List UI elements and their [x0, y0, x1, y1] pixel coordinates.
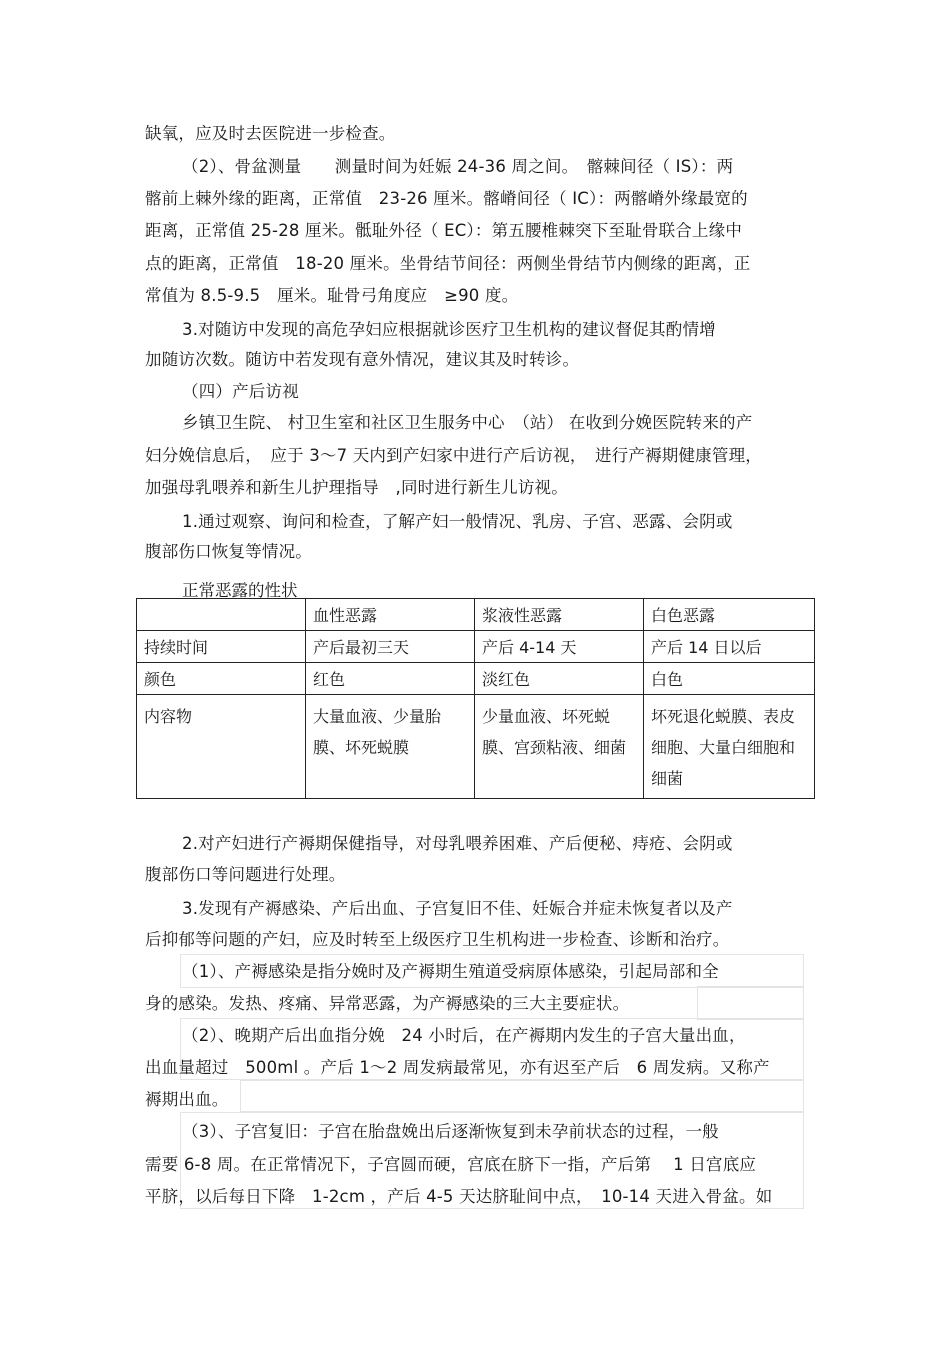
table-row [137, 663, 815, 695]
table-cell: 大量血液、少量胎膜、坏死蜕膜 [306, 695, 475, 799]
text-line: 加强母乳喂养和新生儿护理指导 ,同时进行新生儿访视。 [145, 478, 568, 497]
table-row [137, 631, 815, 663]
text-line: 后抑郁等问题的产妇，应及时转至上级医疗卫生机构进一步检查、诊断和治疗。 [145, 930, 730, 949]
text-line: （2）、晚期产后出血指分娩 24 小时后，在产褥期内发生的子宫大量出血， [182, 1026, 746, 1045]
table-cell: 白色 [644, 663, 815, 695]
text-line: 3.发现有产褥感染、产后出血、子宫复旧不佳、妊娠合并症未恢复者以及产 [182, 899, 733, 918]
section-heading: （四）产后访视 [182, 382, 299, 401]
table-header-cell [137, 599, 306, 631]
table-cell: 产后 14 日以后 [644, 631, 815, 663]
text-line: 腹部伤口恢复等情况。 [145, 542, 312, 561]
text-line: 平脐，以后每日下降 1-2cm ，产后 4-5 天达脐耻间中点， 10-14 天进入骨盆。如 [145, 1187, 773, 1206]
table-cell: 持续时间 [137, 631, 306, 663]
table-cell: 内容物 [137, 695, 306, 799]
table-cell: 产后最初三天 [306, 631, 475, 663]
text-line: （3）、子宫复旧：子宫在胎盘娩出后逐渐恢复到未孕前状态的过程，一般 [182, 1122, 719, 1141]
table-header-cell: 浆液性恶露 [475, 599, 644, 631]
text-line: 乡镇卫生院、 村卫生室和社区卫生服务中心 （站） 在收到分娩医院转来的产 [182, 413, 753, 432]
text-line: 2.对产妇进行产褥期保健指导，对母乳喂养困难、产后便秘、痔疮、会阴或 [182, 834, 733, 853]
table-cell: 少量血液、坏死蜕膜、宫颈粘液、细菌 [475, 695, 644, 799]
text-line: 腹部伤口等问题进行处理。 [145, 865, 346, 884]
text-line: 妇分娩信息后， 应于 3～7 天内到产妇家中进行产后访视， 进行产褥期健康管理， [145, 446, 762, 465]
text-line: 褥期出血。 [145, 1090, 229, 1109]
text-line: （2）、骨盆测量 测量时间为妊娠 24-36 周之间。 髂棘间径（ IS）：两 [182, 157, 734, 176]
scan-box-mark [240, 1080, 804, 1112]
scan-box-mark [697, 986, 804, 1020]
table-cell: 红色 [306, 663, 475, 695]
text-line: 身的感染。发热、疼痛、异常恶露，为产褥感染的三大主要症状。 [145, 994, 630, 1013]
table-title: 正常恶露的性状 [182, 581, 298, 600]
table-row [137, 695, 815, 799]
text-line: 点的距离，正常值 18-20 厘米。坐骨结节间径：两侧坐骨结节内侧缘的距离，正 [145, 254, 751, 273]
text-line: 常值为 8.5-9.5 厘米。耻骨弓角度应 ≥90 度。 [145, 286, 519, 305]
text-line: 出血量超过 500ml 。产后 1～2 周发病最常见，亦有迟至产后 6 周发病。又称产 [145, 1058, 770, 1077]
table-cell: 产后 4-14 天 [475, 631, 644, 663]
table-header-cell: 血性恶露 [306, 599, 475, 631]
table-header-cell: 白色恶露 [644, 599, 815, 631]
table-cell: 淡红色 [475, 663, 644, 695]
text-line: 1.通过观察、询问和检查，了解产妇一般情况、乳房、子宫、恶露、会阴或 [182, 512, 733, 531]
text-line: 3.对随访中发现的高危孕妇应根据就诊医疗卫生机构的建议督促其酌情增 [182, 320, 716, 339]
table-cell: 颜色 [137, 663, 306, 695]
text-line: 髂前上棘外缘的距离，正常值 23-26 厘米。髂嵴间径（ IC）：两髂嵴外缘最宽的 [145, 189, 748, 208]
table-cell: 坏死退化蜕膜、表皮细胞、大量白细胞和细菌 [644, 695, 815, 799]
text-line: 加随访次数。随访中若发现有意外情况，建议其及时转诊。 [145, 350, 580, 369]
text-line: 距离，正常值 25-28 厘米。骶耻外径（ EC）：第五腰椎棘突下至耻骨联合上缘中 [145, 221, 743, 240]
text-line: 缺氧，应及时去医院进一步检查。 [145, 124, 396, 143]
table-header-row [137, 599, 815, 631]
text-line: 需要 6-8 周。在正常情况下，子宫圆而硬，宫底在脐下一指，产后第 1 日宫底应 [145, 1155, 757, 1174]
lochia-table [136, 598, 815, 799]
text-line: （1）、产褥感染是指分娩时及产褥期生殖道受病原体感染，引起局部和全 [182, 962, 719, 981]
